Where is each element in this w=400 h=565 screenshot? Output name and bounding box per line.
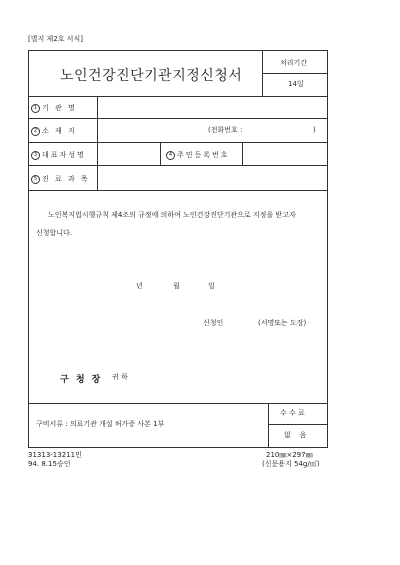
- footer-paper-size: 210㎜×297㎜: [266, 451, 313, 459]
- number-circle: 5: [31, 175, 40, 184]
- processing-period-label: 처리기간: [280, 59, 308, 67]
- field-label-institution-name: 1 기 관 명: [31, 103, 77, 113]
- date-month: 월: [173, 282, 180, 290]
- field-label-representative: 3 대표자성명: [31, 150, 86, 160]
- applicant-label: 신청인: [203, 319, 224, 327]
- application-statement-line1: 노인복지법시행규칙 제4조의 규정에 의하여 노인건강진단기관으로 지정을 받고자: [48, 211, 296, 219]
- phone-number-label: (전화번호 :: [208, 126, 243, 134]
- divider: [262, 73, 328, 74]
- application-statement-line2: 신청합니다.: [36, 229, 73, 237]
- number-circle: 1: [31, 104, 40, 113]
- form-title: 노인건강진단기관지정신청서: [60, 68, 243, 84]
- footer-paper-type: (신문용지 54g/㎡): [262, 460, 320, 468]
- divider: [28, 165, 328, 166]
- footer-form-code: 31313-13211민: [28, 451, 82, 459]
- fee-value: 없 음: [284, 431, 307, 439]
- divider: [28, 142, 328, 143]
- divider: [242, 142, 243, 165]
- number-circle: 2: [31, 127, 40, 136]
- required-documents: 구비서류 : 의료기관 개설 허가증 사본 1부: [36, 420, 165, 428]
- divider: [28, 190, 328, 191]
- fee-label: 수 수 료: [280, 409, 305, 417]
- divider: [28, 96, 328, 97]
- recipient-suffix: 귀 하: [112, 373, 128, 381]
- recipient-name: 구 청 장: [60, 375, 103, 385]
- field-label-departments: 5 진 료 과 목: [31, 174, 90, 184]
- divider: [97, 96, 98, 190]
- processing-period-value: 14일: [288, 80, 304, 88]
- divider: [28, 403, 328, 404]
- field-label-location: 2 소 재 지: [31, 126, 77, 136]
- form-number-tag: [별지 제2호 서식]: [28, 35, 83, 43]
- signature-note: (서명또는 도장): [258, 319, 307, 327]
- divider: [28, 118, 328, 119]
- date-day: 일: [208, 282, 215, 290]
- number-circle: 4: [166, 151, 175, 160]
- divider: [160, 142, 161, 165]
- phone-number-close: ): [313, 126, 316, 134]
- divider: [268, 424, 328, 425]
- number-circle: 3: [31, 151, 40, 160]
- divider: [268, 403, 269, 448]
- footer-approval: 94. 8.15승인: [28, 460, 71, 468]
- field-label-resident-number: 4 주민등록번호: [166, 150, 230, 160]
- date-year: 년: [136, 282, 143, 290]
